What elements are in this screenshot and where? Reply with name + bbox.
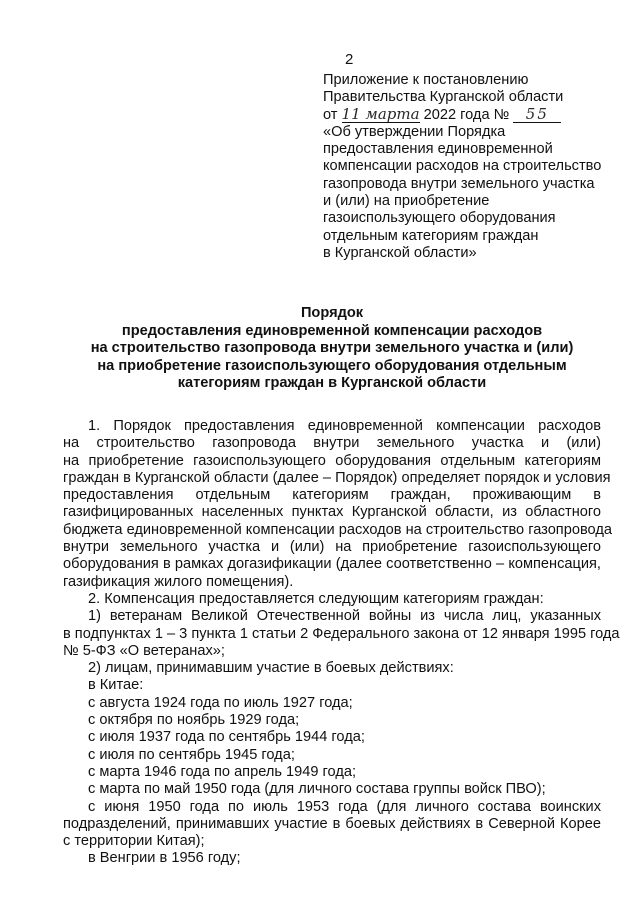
appendix-line: Правительства Курганской области: [323, 89, 564, 106]
appendix-date-line: [323, 104, 623, 124]
body-line: с территории Китая);: [63, 833, 205, 850]
appendix-line: газоиспользующего оборудования: [323, 210, 556, 227]
appendix-line: Приложение к постановлению: [323, 72, 529, 88]
title-line: на строительство газопровода внутри земельного участка и (или): [90, 340, 574, 356]
body-line: с августа 1924 года по июль 1927 года;: [88, 694, 353, 711]
body-line: в подпунктах 1 – 3 пункта 1 статьи 2 Федерального закона от 12 января 1995 года: [63, 625, 620, 642]
handwritten-date: 11 марта: [341, 104, 420, 123]
date-suffix: 2022 года №: [423, 106, 510, 123]
body-line: бюджета единовременной компенсации расходов на строительство газопровода: [63, 521, 612, 538]
body-line: № 5-ФЗ «О ветеранах»;: [63, 642, 225, 659]
body-line: предоставления отдельным категориям граждан, проживающим в: [63, 487, 601, 504]
body-line: 2. Компенсация предоставляется следующим категориям граждан:: [88, 590, 544, 607]
body-line: граждан в Курганской области (далее – Порядок) определяет порядок и условия: [63, 469, 611, 486]
date-prefix: от: [323, 106, 338, 123]
body-line: с июня 1950 года по июль 1953 года (для личного состава воинских: [88, 798, 601, 815]
appendix-line: компенсации расходов на строительство: [323, 158, 602, 175]
body-line: внутри земельного участка и (или) на приобретение газоиспользующего: [63, 539, 601, 556]
body-line: с октября по ноябрь 1929 года;: [88, 712, 300, 729]
handwritten-number: 55: [513, 107, 561, 123]
appendix-header: [323, 72, 623, 262]
body-line: газифицированных населенных пунктах Курганской области, из областного: [63, 504, 601, 521]
appendix-line: в Курганской области»: [323, 244, 477, 261]
document-title: [62, 305, 602, 393]
title-line: Порядок: [300, 305, 364, 321]
title-line: на приобретение газоиспользующего оборудования отдельным: [97, 357, 567, 374]
page-number: 2: [345, 51, 354, 68]
body-line: с июля по сентябрь 1945 года;: [88, 746, 295, 763]
appendix-line: предоставления единовременной: [323, 141, 553, 158]
body-line: 1. Порядок предоставления единовременной компенсации расходов: [88, 418, 601, 434]
body-line: на строительство газопровода внутри земельного участка и (или): [63, 435, 601, 452]
body-line: 1) ветеранам Великой Отечественной войны из числа лиц, указанных: [88, 608, 601, 625]
appendix-line: газопровода внутри земельного участка: [323, 175, 595, 192]
body-line: в Китае:: [88, 677, 144, 694]
body-line: 2) лицам, принимавшим участие в боевых действиях:: [88, 660, 454, 677]
body-line: на приобретение газоиспользующего оборудования отдельным категориям: [63, 452, 601, 469]
appendix-line: «Об утверждении Порядка: [323, 123, 506, 140]
document-body: [63, 418, 620, 868]
title-line: предоставления единовременной компенсации расходов: [121, 322, 543, 339]
title-line: категориям граждан в Курганской области: [177, 375, 487, 391]
appendix-line: отдельным категориям граждан: [323, 227, 539, 244]
body-line: с марта 1946 года по апрель 1949 года;: [88, 763, 357, 780]
body-line: с марта по май 1950 года (для личного состава группы войск ПВО);: [88, 781, 546, 798]
body-line: газификация жилого помещения).: [63, 573, 294, 590]
body-line: в Венгрии в 1956 году;: [88, 850, 241, 867]
appendix-line: и (или) на приобретение: [323, 193, 490, 210]
body-line: подразделений, принимавших участие в боевых действиях в Северной Корее: [63, 815, 601, 832]
body-line: с июля 1937 года по сентябрь 1944 года;: [88, 729, 365, 746]
body-line: оборудования в рамках догазификации (далее соответственно – компенсация,: [63, 556, 601, 573]
